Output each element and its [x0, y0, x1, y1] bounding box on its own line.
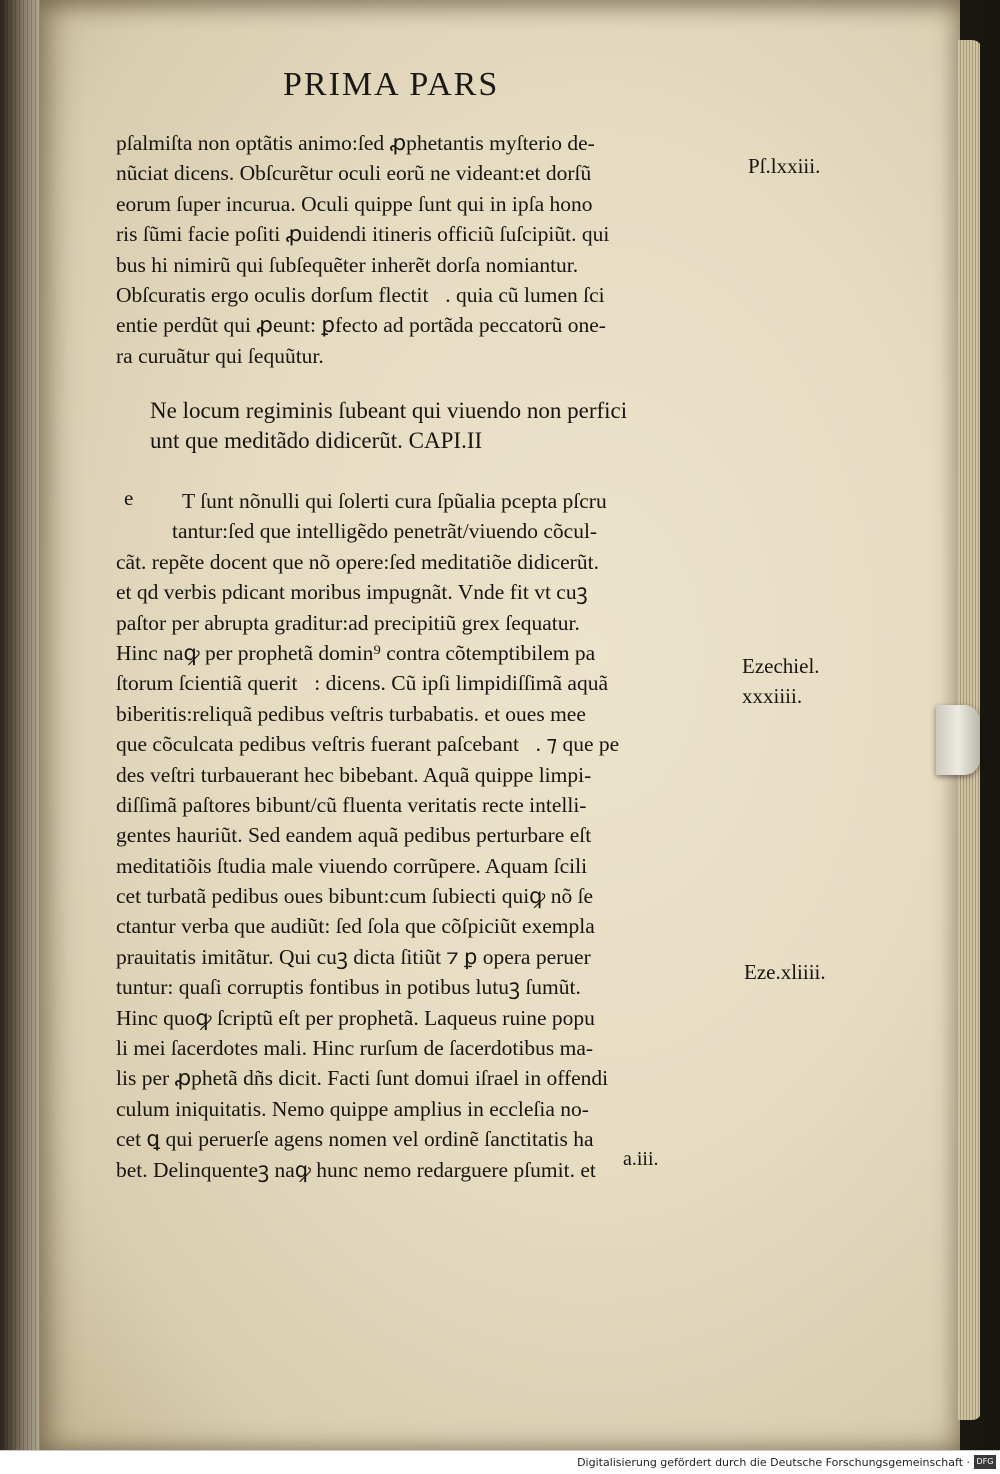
- footer-bar: [0, 1450, 1000, 1474]
- text-line: entie perdũt qui ꝓeunt: ꝑfecto ad portãda peccatorũ one-: [116, 313, 606, 338]
- margin-note-psalm: Pſ.lxxiii.: [748, 154, 821, 178]
- text-line: Hinc naꝙ per prophetã domin⁹ contra cõtemptibilem pa: [116, 640, 596, 665]
- dfg-logo-icon: DFG: [974, 1455, 996, 1469]
- guide-letter: e: [124, 486, 134, 510]
- text-line: ctantur verba que audiũt: ſed ſola que cõſpiciũt exempla: [116, 914, 595, 939]
- running-header: PRIMA PARS: [283, 66, 500, 103]
- text-line: cet ꝗ qui peruerſe agens nomen vel ordinẽ ſanctitatis ha: [116, 1127, 594, 1152]
- text-line: lis per ꝓphetã dñs dicit. Facti ſunt domui iſrael in offendi: [116, 1066, 609, 1091]
- text-line: tuntur: quaſi corruptis fontibus in potibus lutuꝫ ſumũt.: [116, 975, 581, 1000]
- text-line: bet. Delinquenteꝫ naꝙ hunc nemo redarguere pſumit. et: [116, 1157, 596, 1182]
- text-line: que cõculcata pedibus veſtris fuerant paſcebant᷑. ⁊ que pe: [116, 732, 620, 757]
- chapter-heading: [150, 396, 770, 457]
- paragraph-1: [116, 128, 736, 371]
- text-line: paſtor per abrupta graditur:ad precipitiũ grex ſequatur.: [116, 610, 580, 635]
- background-dark: [980, 0, 1000, 1450]
- page-clip: [936, 705, 980, 775]
- margin-note-ezechiel: Ezechiel.: [742, 654, 820, 678]
- text-line: meditatiõis ſtudia male viuendo corrũpere. Aquam ſcili: [116, 853, 588, 878]
- text-line: gentes hauriũt. Sed eandem aquã pedibus perturbare eſt: [116, 823, 592, 848]
- heading-line: unt que meditãdo didicerũt. CAPI.II: [150, 428, 483, 454]
- text-line: cet turbatã pedibus oues bibunt:cum ſubiecti quiꝙ nõ ſe: [116, 884, 594, 909]
- text-line: cãt. repẽte docent que nõ opere:ſed meditatiõe didicerũt.: [116, 549, 599, 574]
- text-line: Obſcuratis ergo oculis dorſum flectit᷑. quia cũ lumen ſci: [116, 282, 605, 307]
- text-line: et qd verbis pdicant moribus impugnãt. Vnde fit vt cuꝫ: [116, 580, 588, 605]
- text-line: biberitis:reliquã pedibus veſtris turbabatis. et oues mee: [116, 701, 586, 726]
- text-line: diſſimã paſtores bibunt/cũ fluenta veritatis recte intelli-: [116, 792, 587, 817]
- left-page-lines: [0, 0, 42, 1450]
- text-line: li mei ſacerdotes mali. Hinc rurſum de ſacerdotibus ma-: [116, 1036, 594, 1061]
- margin-note-ezechiel-chapter: xxxiiii.: [742, 684, 803, 708]
- text-line: prauitatis imitãtur. Qui cuꝫ dicta ſitiũt ⁊ ꝑ opera peruer: [116, 944, 591, 969]
- text-line: eorum ſuper incurua. Oculi quippe ſunt qui in ipſa hono: [116, 191, 593, 216]
- text-line: tantur:ſed que intelligẽdo penetrãt/viuendo cõcul-: [172, 519, 598, 544]
- text-line: ra curuãtur qui ſequũtur.: [116, 343, 324, 368]
- heading-line: Ne locum regiminis ſubeant qui viuendo non perfici: [150, 398, 628, 423]
- text-line: nũciat dicens. Obſcurẽtur oculi eorũ ne videant:et dorſũ: [116, 161, 592, 186]
- text-line: ris ſũmi facie poſiti ꝓuidendi itineris officiũ ſuſcipiũt. qui: [116, 222, 610, 247]
- text-line: des veſtri turbauerant hec bibebant. Aquã quippe limpi-: [116, 762, 592, 787]
- text-line: T ſunt nõnulli qui ſolerti cura ſpũalia pcepta pſcru: [182, 489, 607, 513]
- margin-note-eze: Eze.xliiii.: [744, 960, 826, 984]
- paragraph-2: [116, 486, 746, 1185]
- signature-mark: a.iii.: [623, 1148, 659, 1170]
- text-line: pſalmiſta non optãtis animo:ſed ꝓphetantis myſterio de-: [116, 131, 595, 155]
- text-line: bus hi nimirũ qui ſubſequẽter inherẽt dorſa nomiantur.: [116, 252, 579, 277]
- footer-credit: Digitalisierung gefördert durch die Deutsche Forschungsgemeinschaft ·: [577, 1456, 970, 1469]
- text-line: culum iniquitatis. Nemo quippe amplius in eccleſia no-: [116, 1096, 589, 1121]
- text-line: Hinc quoꝙ ſcriptũ eſt per prophetã. Laqueus ruine popu: [116, 1005, 595, 1030]
- text-line: ſtorum ſcientiã querit᷑: dicens. Cũ ipſi limpidiſſimã aquã: [116, 671, 609, 696]
